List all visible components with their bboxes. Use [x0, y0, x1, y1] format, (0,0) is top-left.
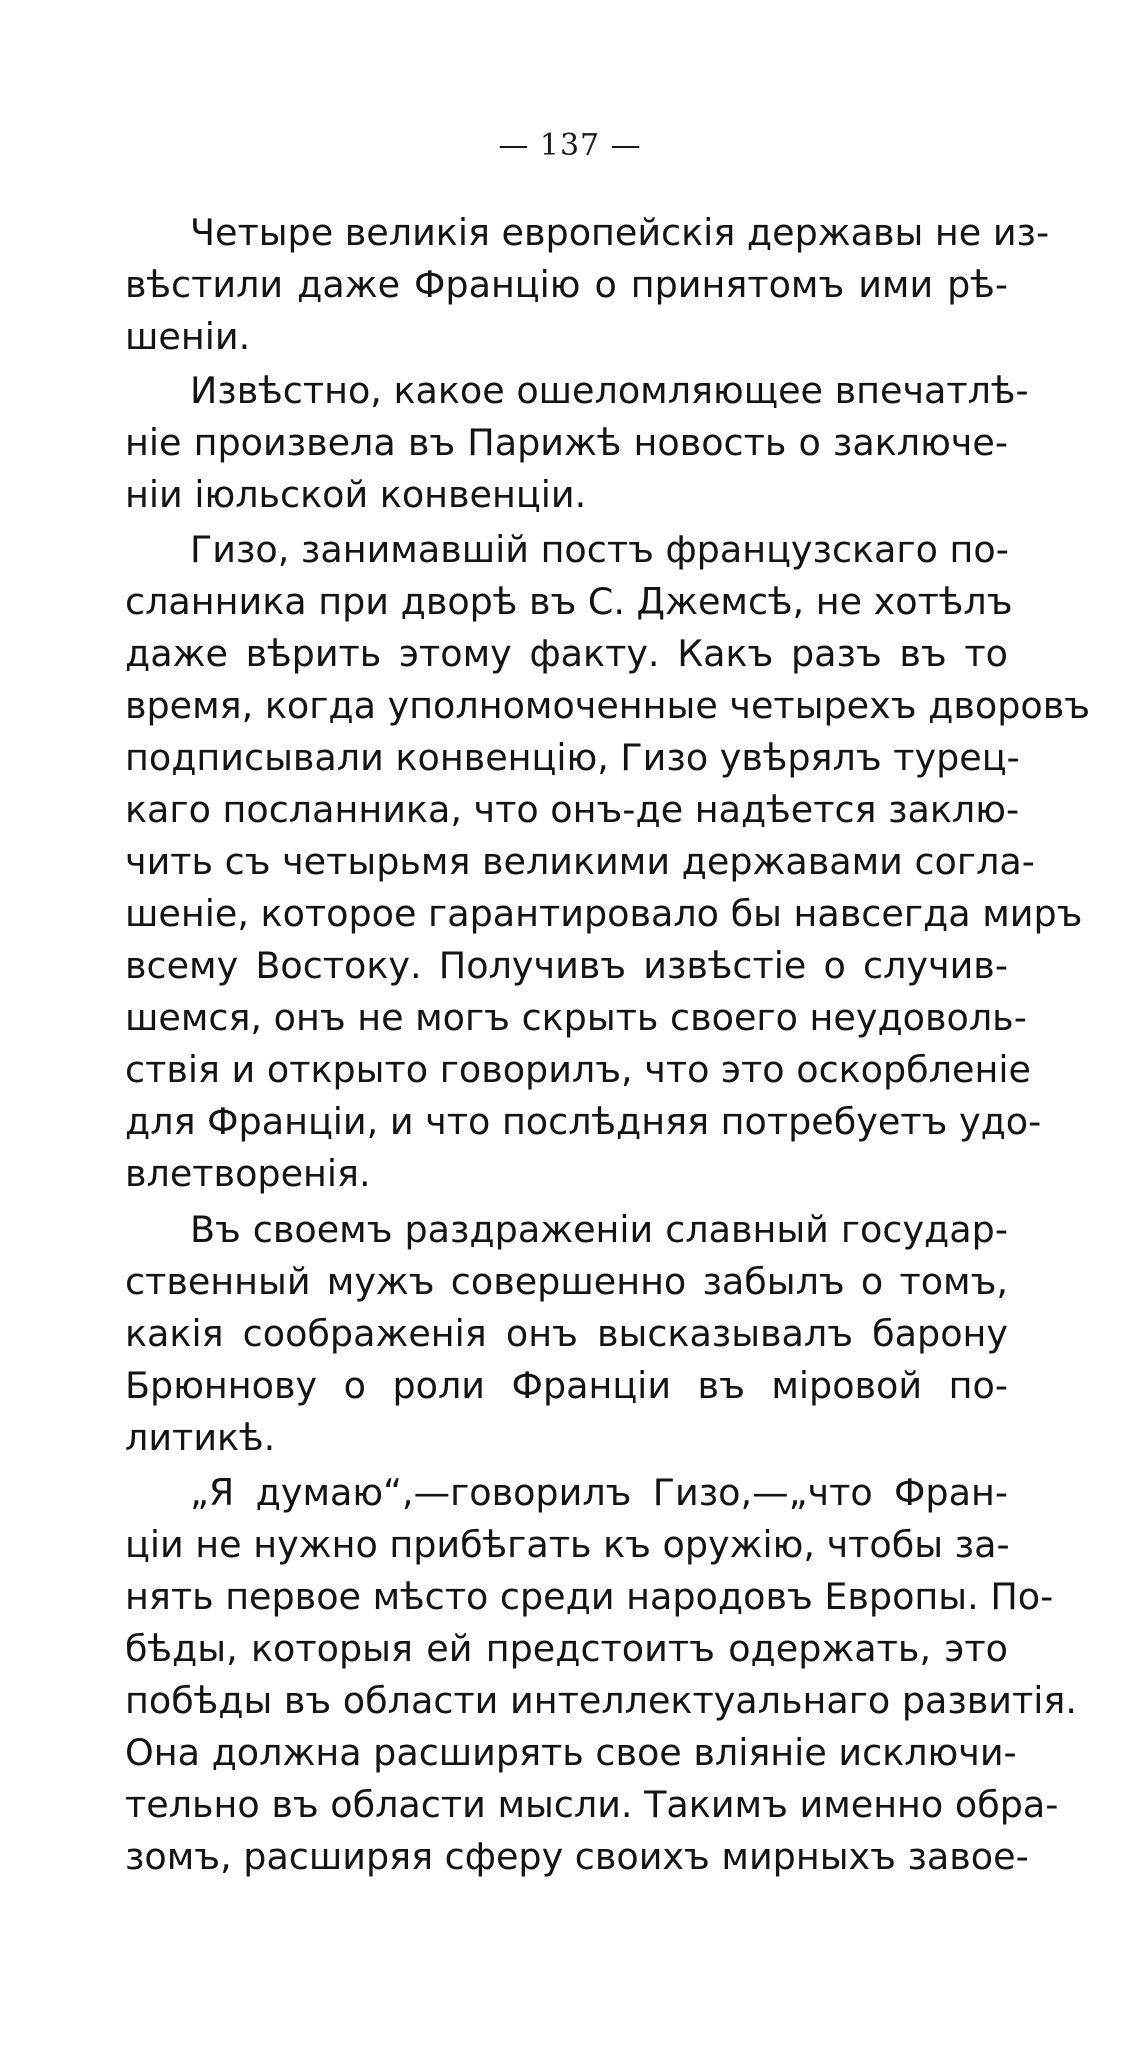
text-line: Извѣстно, какое ошеломляющее впечатлѣ-	[190, 369, 1029, 412]
text-line: ствiя и открыто говорилъ, что это оскорбленiе	[125, 1048, 1031, 1091]
text-line: Четыре великiя европейскiя державы не из-	[190, 211, 1050, 254]
text-line: Она должна расширять свое влiянiе исключи-	[125, 1731, 1017, 1774]
text-line: побѣды въ области интеллектуальнаго развитiя.	[125, 1679, 1077, 1722]
text-line: сланника при дворѣ въ С. Джемсѣ, не хотѣлъ	[125, 580, 1013, 623]
text-line: время, когда уполномоченные четырехъ дворовъ	[125, 684, 1091, 727]
text-line: шенiи.	[125, 315, 251, 358]
text-line: „Я думаю“,—говорилъ Гизо,—„что Фран-	[190, 1471, 1008, 1514]
text-line: шемся, онъ не могъ скрыть своего неудоволь-	[125, 996, 1027, 1039]
text-line: нiе произвела въ Парижѣ новость о заключе-	[125, 421, 1008, 464]
text-line: тельно въ области мысли. Такимъ именно обра-	[125, 1783, 1059, 1826]
text-line: Въ своемъ раздраженiи славный государ-	[190, 1208, 1008, 1251]
text-line: какiя соображенiя онъ высказывалъ барону	[125, 1312, 1008, 1355]
text-line: подписывали конвенцiю, Гизо увѣрялъ турец-	[125, 736, 1020, 779]
text-line: шенiе, которое гарантировало бы навсегда миръ	[125, 892, 1083, 935]
text-line: литикѣ.	[125, 1416, 276, 1459]
text-line: бѣды, которыя ей предстоитъ одержать, это	[125, 1627, 1008, 1670]
text-line: чить съ четырьмя великими державами согла-	[125, 840, 1035, 883]
text-line: всему Востоку. Получивъ извѣстiе о случив-	[125, 944, 1008, 987]
text-line: каго посланника, что онъ-де надѣется заклю-	[125, 788, 1020, 831]
text-line: ственный мужъ совершенно забылъ о томъ,	[125, 1260, 1008, 1303]
text-line: для Францiи, и что послѣдняя потребуетъ удо-	[125, 1100, 1042, 1143]
text-line: нять первое мѣсто среди народовъ Европы. По-	[125, 1575, 1054, 1618]
text-line: Брюннову о роли Францiи въ мiровой по-	[125, 1364, 1008, 1407]
text-line: вѣстили даже Францiю о принятомъ ими рѣ-	[125, 263, 1008, 306]
text-line: нiи iюльской конвенцiи.	[125, 473, 587, 516]
text-line: даже вѣрить этому факту. Какъ разъ въ то	[125, 632, 1008, 675]
text-line: цiи не нужно прибѣгать къ оружiю, чтобы за-	[125, 1523, 1010, 1566]
page-number: — 137 —	[498, 128, 642, 163]
text-line: Гизо, занимавшiй постъ французскаго по-	[190, 528, 1009, 571]
text-line: зомъ, расширяя сферу своихъ мирныхъ завое-	[125, 1835, 1029, 1878]
text-line: влетворенiя.	[125, 1152, 371, 1195]
